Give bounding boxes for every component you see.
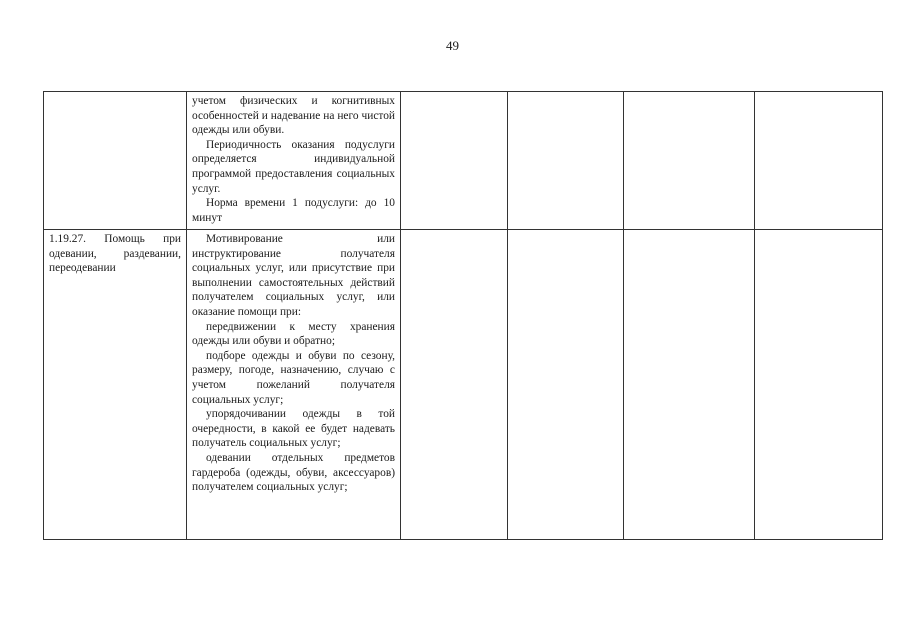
empty-cell — [755, 230, 883, 540]
empty-cell — [401, 92, 508, 230]
description-paragraph: подборе одежды и обуви по сезону, размеру, погоде, назначению, случаю с учетом пожеланий получателя социальных услуг; — [192, 349, 395, 406]
empty-cell — [508, 230, 624, 540]
description-paragraph: Периодичность оказания подуслуги определяется индивидуальной программой предоставления социальных услуг. — [192, 138, 395, 195]
service-description-cell — [187, 92, 401, 230]
empty-cell — [508, 92, 624, 230]
table-row — [44, 92, 883, 230]
empty-cell — [624, 230, 755, 540]
page-number: 49 — [446, 38, 459, 53]
services-table — [43, 91, 883, 540]
service-name-cell — [44, 92, 187, 230]
table-row — [44, 230, 883, 540]
description-paragraph: упорядочивании одежды в той очередности, в какой ее будет надевать получатель социальных услуг; — [192, 408, 395, 450]
service-name-cell: 1.19.27. Помощь при одевании, раздевании, переодевании — [44, 230, 187, 540]
description-paragraph: Норма времени 1 подуслуги: до 10 минут — [192, 197, 395, 224]
empty-cell — [624, 92, 755, 230]
description-paragraph: одевании отдельных предметов гардероба (одежды, обуви, аксессуаров) получателем социальных услуг; — [192, 451, 395, 494]
empty-cell — [755, 92, 883, 230]
description-paragraph: учетом физических и когнитивных особенностей и надевание на него чистой одежды или обуви. — [192, 95, 395, 137]
description-paragraph: Мотивирование или инструктирование получателя социальных услуг, или присутствие при выполнении самостоятельных действий получателем социальных услуг, или оказание помощи при: — [192, 233, 395, 318]
service-description-cell — [187, 230, 401, 540]
empty-cell — [401, 230, 508, 540]
description-paragraph: передвижении к месту хранения одежды или обуви и обратно; — [192, 320, 395, 348]
